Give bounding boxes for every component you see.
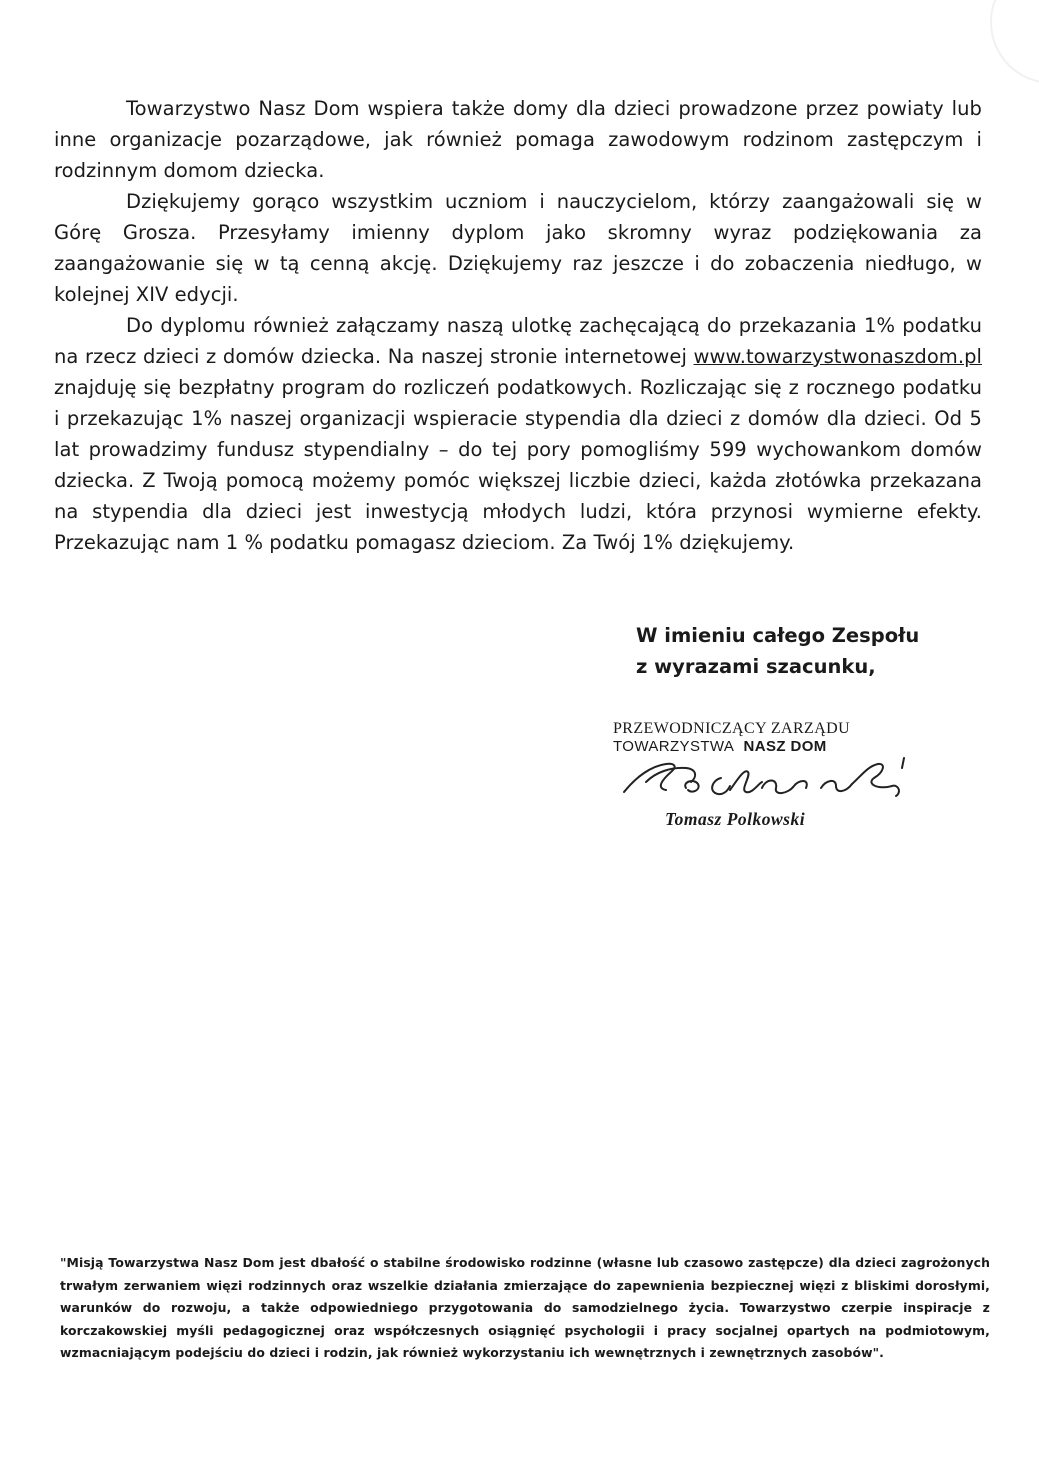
closing-line-1: W imieniu całego Zespołu	[636, 624, 920, 647]
letter-body	[54, 93, 982, 558]
signatory-title	[613, 720, 850, 756]
signatory-name: Tomasz Polkowski	[665, 809, 806, 829]
paragraph-2: Dziękujemy gorąco wszystkim uczniom i nauczycielom, którzy zaangażowali się w Górę Grosza. Przesyłamy imienny dyplom jako skromny wyraz podziękowania za zaangażowanie się w tą cenną akcję. Dziękujemy raz jeszcze i do zobaczenia niedługo, w kolejnej XIV edycji.	[54, 190, 982, 306]
closing-line-2: z wyrazami szacunku,	[636, 655, 876, 678]
website-link[interactable]: www.towarzystwonaszdom.pl	[693, 345, 982, 368]
signatory-org-name: NASZ DOM	[743, 738, 827, 755]
paragraph-1: Towarzystwo Nasz Dom wspiera także domy dla dzieci prowadzone przez powiaty lub inne organizacje pozarządowe, jak również pomaga zawodowym rodzinom zastępczym i rodzinnym domom dziecka.	[54, 97, 982, 182]
paragraph-3	[54, 310, 982, 558]
paragraph-3-start: Do dyplomu również załączamy naszą ulotkę zachęcającą do przekazania 1% podatku na rzecz dzieci z domów dziecka. Na naszej stronie internetowej	[54, 314, 982, 368]
signatory-org-prefix: TOWARZYSTWA	[613, 738, 735, 755]
watermark-seal	[990, 0, 1039, 84]
handwritten-signature	[616, 752, 916, 812]
paragraph-3-end: znajduję się bezpłatny program do rozliczeń podatkowych. Rozliczając się z rocznego podatku i przekazując 1% naszej organizacji wspieracie stypendia dla dzieci z domów dla dzieci. Od 5 lat prowadzimy fundusz stypendialny – do tej pory pomogliśmy 599 wychowankom domów dziecka. Z Twoją pomocą możemy pomóc większej liczbie dzieci, każda złotówka przekazana na stypendia dla dzieci jest inwestycją młodych ludzi, która przynosi wymierne efekty. Przekazując nam 1 % podatku pomagasz dzieciom. Za Twój 1% dziękujemy.	[54, 376, 982, 554]
closing-block	[636, 620, 919, 682]
signatory-title-line-1: PRZEWODNICZĄCY ZARZĄDU	[613, 720, 851, 737]
mission-statement: "Misją Towarzystwa Nasz Dom jest dbałość o stabilne środowisko rodzinne (własne lub czasowo zastępcze) dla dzieci zagrożonych trwałym zerwaniem więzi rodzinnych oraz wszelkie działania zmierzające do zapewnienia bezpiecznej więzi z bliskimi dorosłymi, warunków do rozwoju, a także odpowiedniego przygotowania do samodzielnego życia. Towarzystwo czerpie inspiracje z korczakowskiej myśli pedagogicznej oraz współczesnych osiągnięć psychologii i pracy socjalnej opartych na podmiotowym, wzmacniającym podejściu do dzieci i rodzin, jak również wykorzystaniu ich wewnętrznych i zewnętrznych zasobów".	[60, 1255, 990, 1360]
